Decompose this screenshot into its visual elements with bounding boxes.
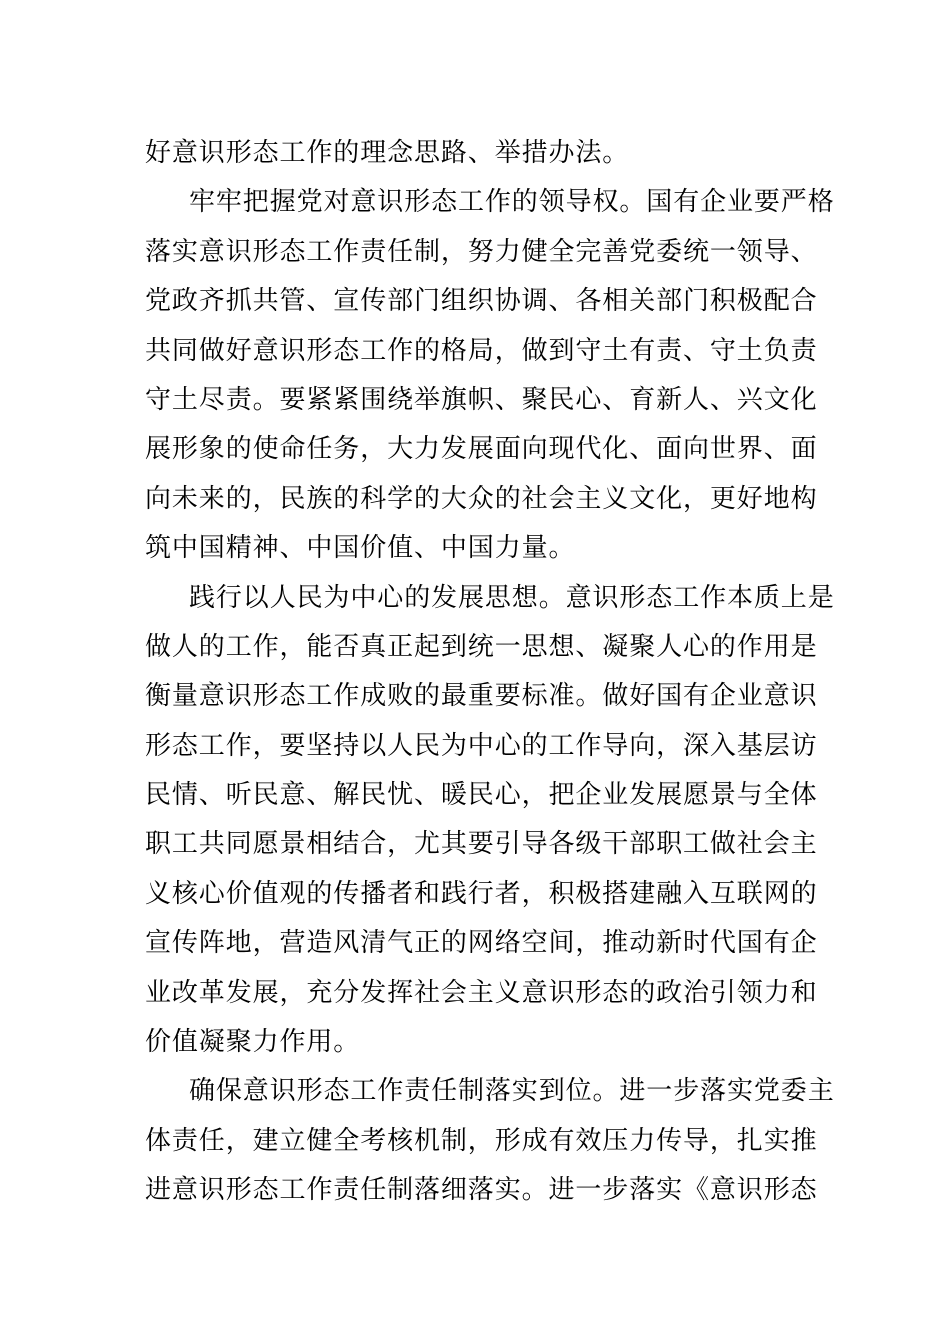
- text-line: 展形象的使命任务，大力发展面向现代化、面向世界、面: [145, 434, 818, 465]
- text-line: 义核心价值观的传播者和践行者，积极搭建融入互联网的: [145, 878, 818, 909]
- text-line: 党政齐抓共管、宣传部门组织协调、各相关部门积极配合: [145, 286, 818, 317]
- text-line: 向未来的，民族的科学的大众的社会主义文化，更好地构: [145, 483, 818, 514]
- text-line: 守土尽责。要紧紧围绕举旗帜、聚民心、育新人、兴文化: [145, 384, 818, 415]
- text-line: 做人的工作，能否真正起到统一思想、凝聚人心的作用是: [145, 631, 818, 662]
- text-line: 体责任，建立健全考核机制，形成有效压力传导，扎实推: [145, 1125, 818, 1156]
- text-line: 形态工作，要坚持以人民为中心的工作导向，深入基层访: [145, 730, 818, 761]
- text-line: 民情、听民意、解民忧、暖民心，把企业发展愿景与全体: [145, 780, 818, 811]
- text-line: 进意识形态工作责任制落细落实。进一步落实《意识形态: [145, 1175, 818, 1206]
- text-line: 价值凝聚力作用。: [145, 1027, 361, 1058]
- text-line: 筑中国精神、中国价值、中国力量。: [145, 533, 576, 564]
- text-line: 落实意识形态工作责任制，努力健全完善党委统一领导、: [145, 236, 818, 267]
- text-line: 好意识形态工作的理念思路、举措办法。: [145, 138, 630, 168]
- text-line: 牢牢把握党对意识形态工作的领导权。国有企业要严格: [189, 187, 835, 218]
- document-body: [145, 129, 835, 1216]
- text-line: 职工共同愿景相结合，尤其要引导各级干部职工做社会主: [145, 829, 818, 860]
- text-line: 宣传阵地，营造风清气正的网络空间，推动新时代国有企: [145, 928, 818, 959]
- text-line: 业改革发展，充分发挥社会主义意识形态的政治引领力和: [145, 977, 818, 1008]
- text-line: 确保意识形态工作责任制落实到位。进一步落实党委主: [189, 1076, 835, 1107]
- text-line: 衡量意识形态工作成败的最重要标准。做好国有企业意识: [145, 681, 818, 712]
- text-line: 共同做好意识形态工作的格局，做到守土有责、守土负责: [145, 335, 818, 366]
- text-line: 践行以人民为中心的发展思想。意识形态工作本质上是: [189, 582, 835, 613]
